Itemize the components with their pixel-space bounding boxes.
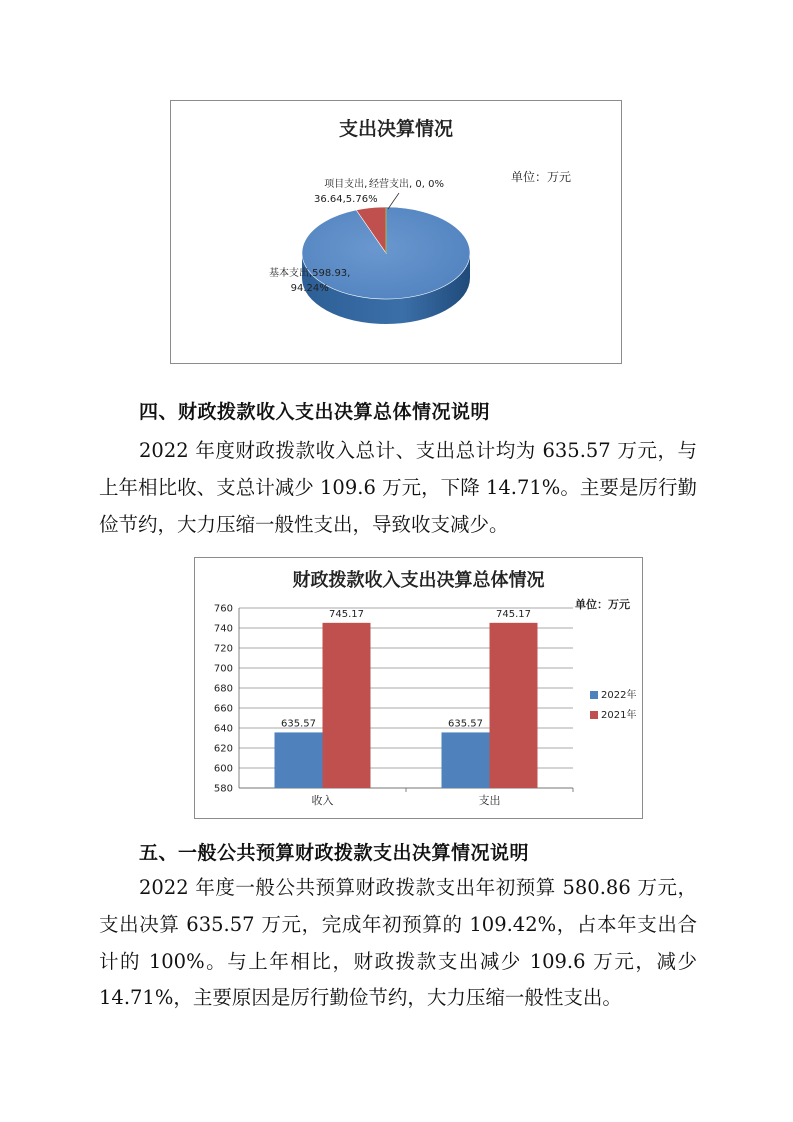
pie-label-project-line1: 项目支出, [324, 179, 368, 190]
y-tick-label: 660 [213, 703, 233, 715]
bar-1-1 [490, 623, 538, 788]
y-tick-label: 700 [213, 663, 233, 675]
bar-data-label: 745.17 [496, 608, 531, 620]
legend-item [590, 706, 636, 721]
y-tick-label: 760 [213, 603, 233, 615]
pie-chart-plot [171, 101, 621, 363]
y-tick-label: 580 [213, 783, 233, 795]
legend-item [590, 686, 636, 701]
pie-label-basic-line1: 基本支出,598.93, [269, 268, 351, 279]
bar-1-0 [323, 623, 371, 788]
pie-chart-unit: 单位：万元 [511, 170, 572, 184]
pie-label-basic-line2: 94.24% [290, 283, 329, 294]
section4-paragraph: 2022 年度财政拨款收入总计、支出总计均为 635.57 万元，与上年相比收、支总计减少 109.6 万元，下降 14.71%。主要是厉行勤俭节约，大力压缩一般性支出，导致收支减少。 [99, 439, 697, 536]
section5-heading: 五、一般公共预算财政拨款支出决算情况说明 [139, 842, 530, 864]
bar-chart-unit: 单位：万元 [575, 598, 630, 611]
bar-data-label: 635.57 [448, 718, 483, 730]
legend-swatch [590, 711, 598, 719]
bar-0-1 [442, 732, 490, 788]
pie-chart [170, 100, 622, 364]
pie-label-basic [269, 266, 350, 296]
legend-swatch [590, 691, 598, 699]
x-tick-label: 收入 [311, 794, 334, 807]
legend-label: 2022年 [601, 690, 637, 701]
section4-heading: 四、财政拨款收入支出决算总体情况说明 [139, 401, 491, 423]
pie-leader-line [388, 193, 399, 209]
legend-label: 2021年 [601, 710, 637, 721]
bar-chart-title: 财政拨款收入支出决算总体情况 [292, 570, 545, 591]
y-tick-label: 740 [213, 623, 233, 635]
y-tick-label: 620 [213, 743, 233, 755]
x-tick-label: 支出 [478, 794, 501, 807]
bar-0-0 [275, 732, 323, 788]
bar-chart-plot [195, 558, 642, 818]
y-tick-label: 680 [213, 683, 233, 695]
bar-data-label: 635.57 [281, 718, 316, 730]
section5-paragraph: 2022 年度一般公共预算财政拨款支出年初预算 580.86 万元，支出决算 635.57 万元，完成年初预算的 109.42%，占本年支出合计的 100%。与上年相比，财政拨款支出减少 109.6 万元，减少 14.71%，主要原因是厉行勤俭节约，大力压缩一般性支出。 [99, 876, 697, 1010]
bar-data-label: 745.17 [329, 608, 364, 620]
pie-label-project-line2: 36.64,5.76% [314, 194, 378, 205]
pie-chart-title: 支出决算情况 [338, 118, 453, 140]
y-tick-label: 640 [213, 723, 233, 735]
y-tick-label: 600 [213, 763, 233, 775]
pie-label-operating: 经营支出, 0, 0% [369, 179, 444, 190]
bar-chart [194, 557, 643, 819]
y-tick-label: 720 [213, 643, 233, 655]
